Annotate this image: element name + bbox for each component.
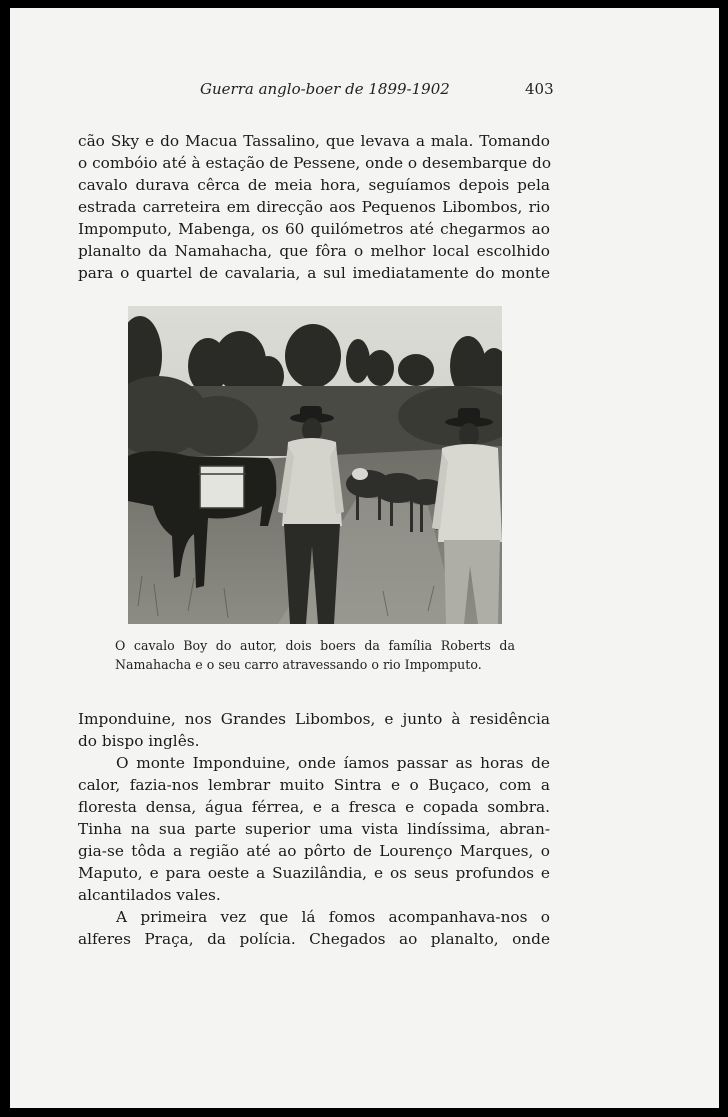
book-page [10, 8, 719, 1108]
text-line: estrada carreteira em direcção aos Pequenos Libombos, rio [78, 198, 550, 216]
text-line: alcantilados vales. [78, 886, 221, 904]
text-line: A primeira vez que lá fomos acompanhava-nos o [116, 908, 550, 926]
running-title: Guerra anglo-boer de 1899-1902 [200, 80, 450, 98]
text-line: alferes Praça, da polícia. Chegados ao planalto, onde [78, 930, 550, 948]
text-line: cão Sky e do Macua Tassalino, que levava a mala. Tomando [78, 132, 550, 150]
page-number: 403 [525, 80, 554, 98]
text-line: gia-se tôda a região até ao pôrto de Lourenço Marques, o [78, 842, 550, 860]
text-line: Maputo, e para oeste a Suazilândia, e os seus profundos e [78, 864, 550, 882]
text-line: para o quartel de cavalaria, a sul imediatamente do monte [78, 264, 550, 282]
text-line: do bispo inglês. [78, 732, 200, 750]
text-line: o combóio até à estação de Pessene, onde o desembarque do [78, 154, 552, 172]
bottom-paragraphs [78, 708, 550, 950]
text-line: planalto da Namahacha, que fôra o melhor local escolhido [78, 242, 550, 260]
text-line: calor, fazia-nos lembrar muito Sintra e o Buçaco, com a [78, 776, 550, 794]
caption-line: O cavalo Boy do autor, dois boers da família Roberts da [115, 638, 515, 653]
text-line: cavalo durava cêrca de meia hora, seguíamos depois pela [78, 176, 550, 194]
caption-line: Namahacha e o seu carro atravessando o rio Impomputo. [115, 657, 482, 672]
figure-caption [115, 636, 515, 674]
top-paragraph [78, 130, 550, 284]
text-line: floresta densa, água férrea, e a fresca e copada sombra. [78, 798, 550, 816]
page-header [10, 80, 719, 104]
text-line: O monte Imponduine, onde íamos passar as horas de [116, 754, 550, 772]
photograph [128, 306, 502, 624]
text-line: Tinha na sua parte superior uma vista lindíssima, abran- [78, 820, 550, 838]
text-line: Imponduine, nos Grandes Libombos, e junto à residência [78, 710, 550, 728]
text-line: Impomputo, Mabenga, os 60 quilómetros até chegarmos ao [78, 220, 550, 238]
